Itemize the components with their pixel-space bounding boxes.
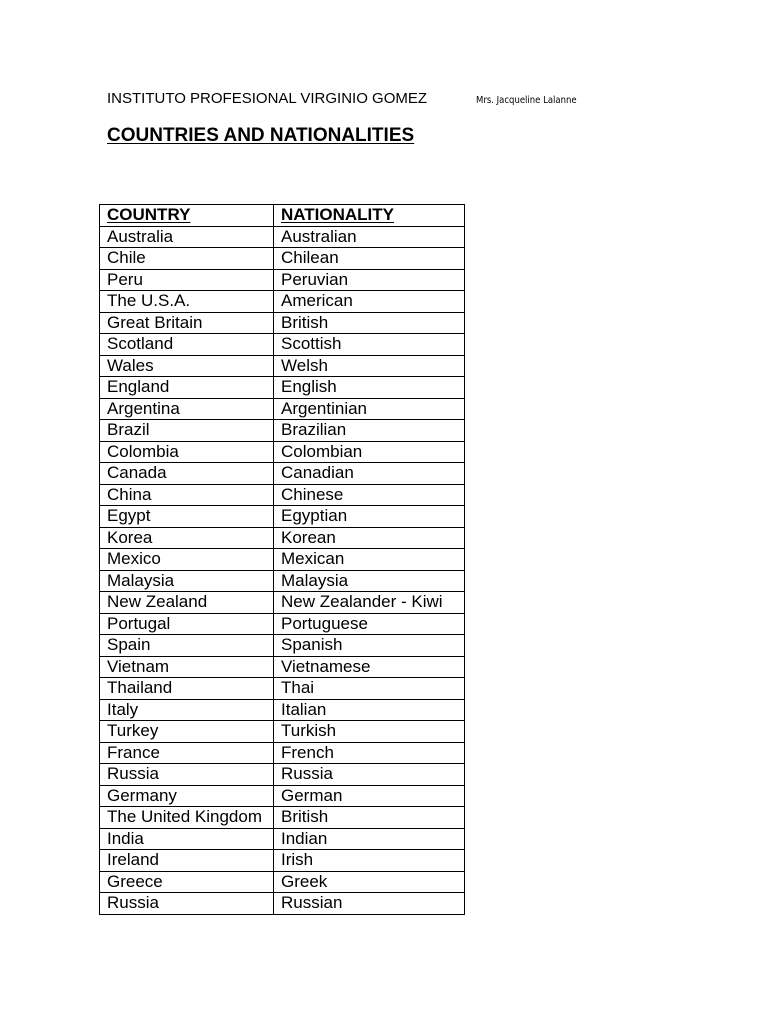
- country-cell: Italy: [100, 699, 274, 721]
- country-cell: Vietnam: [100, 656, 274, 678]
- nationality-cell: Vietnamese: [274, 656, 465, 678]
- nationality-cell: American: [274, 291, 465, 313]
- nationality-cell: Egyptian: [274, 506, 465, 528]
- country-cell: Egypt: [100, 506, 274, 528]
- table-row: [100, 721, 465, 743]
- nationality-cell: Irish: [274, 850, 465, 872]
- country-cell: Korea: [100, 527, 274, 549]
- table-row: [100, 527, 465, 549]
- nationality-cell: Mexican: [274, 549, 465, 571]
- country-cell: Colombia: [100, 441, 274, 463]
- country-cell: New Zealand: [100, 592, 274, 614]
- table-row: [100, 484, 465, 506]
- table-row: [100, 441, 465, 463]
- nationality-cell: Brazilian: [274, 420, 465, 442]
- table-row: [100, 570, 465, 592]
- nationality-cell: Argentinian: [274, 398, 465, 420]
- country-cell: Greece: [100, 871, 274, 893]
- table-row: [100, 269, 465, 291]
- table-body: [100, 226, 465, 914]
- table-row: [100, 678, 465, 700]
- table-row: [100, 699, 465, 721]
- country-cell: Malaysia: [100, 570, 274, 592]
- table-row: [100, 549, 465, 571]
- nationality-cell: Spanish: [274, 635, 465, 657]
- table-row: [100, 785, 465, 807]
- table-row: [100, 635, 465, 657]
- table-row: [100, 871, 465, 893]
- country-cell: Great Britain: [100, 312, 274, 334]
- table-row: [100, 613, 465, 635]
- country-cell: India: [100, 828, 274, 850]
- table-row: [100, 850, 465, 872]
- nationality-cell: Russian: [274, 893, 465, 915]
- nationality-cell: Colombian: [274, 441, 465, 463]
- country-cell: Peru: [100, 269, 274, 291]
- country-cell: Argentina: [100, 398, 274, 420]
- table-row: [100, 893, 465, 915]
- nationality-cell: Thai: [274, 678, 465, 700]
- nationality-cell: New Zealander - Kiwi: [274, 592, 465, 614]
- nationality-cell: Korean: [274, 527, 465, 549]
- country-cell: Canada: [100, 463, 274, 485]
- country-cell: Ireland: [100, 850, 274, 872]
- table-row: [100, 463, 465, 485]
- country-cell: Australia: [100, 226, 274, 248]
- table-row: [100, 420, 465, 442]
- nationality-cell: German: [274, 785, 465, 807]
- nationality-cell: British: [274, 312, 465, 334]
- table-header: [100, 205, 465, 227]
- table-header-row: [100, 205, 465, 227]
- table-row: [100, 226, 465, 248]
- table-row: [100, 291, 465, 313]
- country-cell: Mexico: [100, 549, 274, 571]
- nationality-cell: Greek: [274, 871, 465, 893]
- table-row: [100, 742, 465, 764]
- table-row: [100, 807, 465, 829]
- nationality-cell: Peruvian: [274, 269, 465, 291]
- page-title: COUNTRIES AND NATIONALITIES: [107, 125, 415, 146]
- country-cell: France: [100, 742, 274, 764]
- table-row: [100, 355, 465, 377]
- table-row: [100, 764, 465, 786]
- country-cell: Portugal: [100, 613, 274, 635]
- nationality-cell: Canadian: [274, 463, 465, 485]
- nationality-cell: Scottish: [274, 334, 465, 356]
- nationality-cell: Australian: [274, 226, 465, 248]
- countries-table: [99, 204, 465, 915]
- country-cell: Thailand: [100, 678, 274, 700]
- nationality-cell: Turkish: [274, 721, 465, 743]
- table-row: [100, 828, 465, 850]
- country-cell: Turkey: [100, 721, 274, 743]
- column-header-nationality: NATIONALITY: [274, 205, 465, 227]
- country-cell: Brazil: [100, 420, 274, 442]
- nationality-cell: Chinese: [274, 484, 465, 506]
- country-cell: England: [100, 377, 274, 399]
- country-cell: Russia: [100, 893, 274, 915]
- table-row: [100, 506, 465, 528]
- institute-name: INSTITUTO PROFESIONAL VIRGINIO GOMEZ: [107, 90, 428, 107]
- country-cell: China: [100, 484, 274, 506]
- nationality-cell: British: [274, 807, 465, 829]
- country-cell: The U.S.A.: [100, 291, 274, 313]
- country-cell: Chile: [100, 248, 274, 270]
- nationality-cell: Portuguese: [274, 613, 465, 635]
- teacher-name: Mrs. Jacqueline Lalanne: [476, 95, 577, 106]
- nationality-cell: Italian: [274, 699, 465, 721]
- nationality-cell: Chilean: [274, 248, 465, 270]
- country-cell: The United Kingdom: [100, 807, 274, 829]
- table-row: [100, 377, 465, 399]
- nationality-cell: Indian: [274, 828, 465, 850]
- table-row: [100, 592, 465, 614]
- country-cell: Spain: [100, 635, 274, 657]
- country-cell: Germany: [100, 785, 274, 807]
- country-cell: Wales: [100, 355, 274, 377]
- table-row: [100, 398, 465, 420]
- nationality-cell: Russia: [274, 764, 465, 786]
- table-row: [100, 248, 465, 270]
- nationality-cell: Malaysia: [274, 570, 465, 592]
- country-cell: Russia: [100, 764, 274, 786]
- column-header-country: COUNTRY: [100, 205, 274, 227]
- table-row: [100, 312, 465, 334]
- nationality-cell: French: [274, 742, 465, 764]
- table-row: [100, 334, 465, 356]
- nationality-cell: English: [274, 377, 465, 399]
- nationality-cell: Welsh: [274, 355, 465, 377]
- country-cell: Scotland: [100, 334, 274, 356]
- table-row: [100, 656, 465, 678]
